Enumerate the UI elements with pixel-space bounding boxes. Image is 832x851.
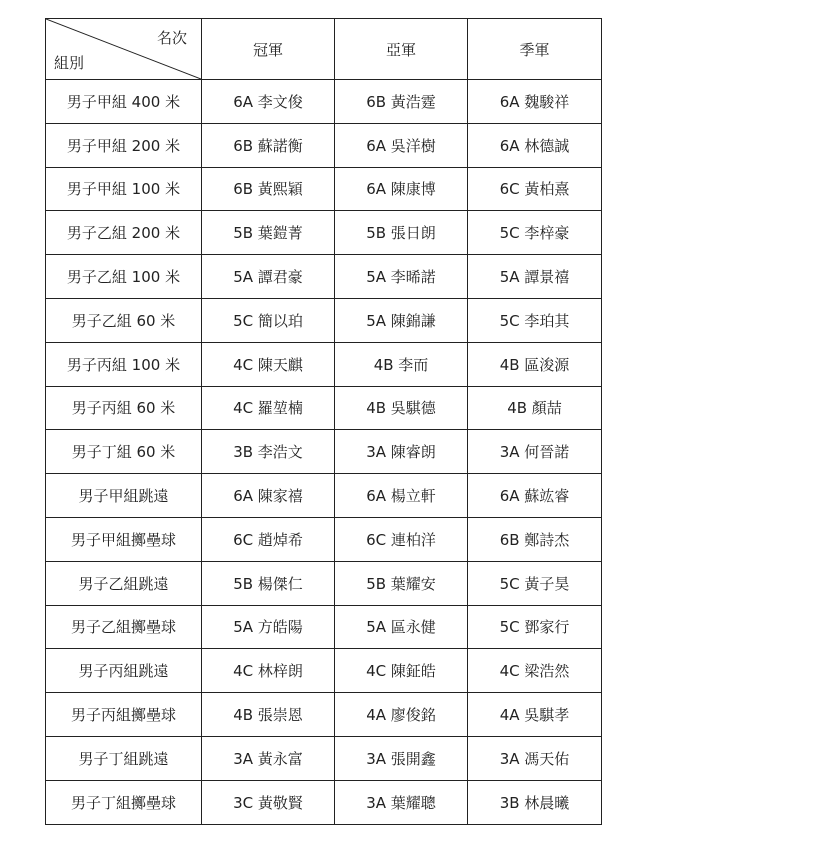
- third-place-cell: 6B 鄭詩杰: [468, 517, 602, 561]
- event-cell: 男子丙組 60 米: [46, 386, 202, 430]
- champion-cell: 3B 李浩文: [202, 430, 335, 474]
- runner-up-cell: 5A 區永健: [335, 605, 468, 649]
- event-cell: 男子乙組擲壘球: [46, 605, 202, 649]
- table-row: [46, 605, 602, 649]
- champion-cell: 5A 譚君豪: [202, 255, 335, 299]
- event-cell: 男子丙組跳遠: [46, 649, 202, 693]
- third-place-cell: 5C 鄧家行: [468, 605, 602, 649]
- results-table: [45, 18, 602, 825]
- runner-up-cell: 6A 陳康博: [335, 167, 468, 211]
- third-place-cell: 6A 魏駿祥: [468, 80, 602, 124]
- third-place-cell: 5C 李梓豪: [468, 211, 602, 255]
- group-corner-label: 組別: [54, 54, 85, 72]
- third-place-cell: 6A 林德誠: [468, 123, 602, 167]
- champion-cell: 3A 黃永富: [202, 736, 335, 780]
- runner-up-cell: 6A 楊立軒: [335, 474, 468, 518]
- table-row: [46, 561, 602, 605]
- runner-up-cell: 5A 陳錦謙: [335, 298, 468, 342]
- champion-cell: 5B 葉鎧菁: [202, 211, 335, 255]
- runner-up-cell: 5B 張日朗: [335, 211, 468, 255]
- runner-up-cell: 3A 張開鑫: [335, 736, 468, 780]
- third-place-cell: 3A 何晉諾: [468, 430, 602, 474]
- event-cell: 男子甲組 100 米: [46, 167, 202, 211]
- event-cell: 男子丁組 60 米: [46, 430, 202, 474]
- runner-up-cell: 4B 李而: [335, 342, 468, 386]
- header-row: [46, 19, 602, 80]
- table-row: [46, 736, 602, 780]
- table-row: [46, 298, 602, 342]
- header-champion: 冠軍: [202, 19, 335, 80]
- third-place-cell: 6C 黃柏熹: [468, 167, 602, 211]
- runner-up-cell: 6A 吳洋樹: [335, 123, 468, 167]
- third-place-cell: 5C 黃子昊: [468, 561, 602, 605]
- header-runner-up: 亞軍: [335, 19, 468, 80]
- champion-cell: 6B 黃熙穎: [202, 167, 335, 211]
- table-row: [46, 649, 602, 693]
- champion-cell: 5C 簡以珀: [202, 298, 335, 342]
- third-place-cell: 3A 馮天佑: [468, 736, 602, 780]
- third-place-cell: 6A 蘇竑睿: [468, 474, 602, 518]
- third-place-cell: 4B 顏喆: [468, 386, 602, 430]
- runner-up-cell: 4B 吳騏德: [335, 386, 468, 430]
- corner-header-cell: [46, 19, 202, 80]
- champion-cell: 4C 羅堃楠: [202, 386, 335, 430]
- runner-up-cell: 5B 葉耀安: [335, 561, 468, 605]
- champion-cell: 3C 黃敬賢: [202, 780, 335, 824]
- third-place-cell: 5C 李珀其: [468, 298, 602, 342]
- champion-cell: 4C 林梓朗: [202, 649, 335, 693]
- table-row: [46, 167, 602, 211]
- champion-cell: 5B 楊傑仁: [202, 561, 335, 605]
- event-cell: 男子丁組擲壘球: [46, 780, 202, 824]
- table-row: [46, 80, 602, 124]
- champion-cell: 5A 方皓陽: [202, 605, 335, 649]
- event-cell: 男子丁組跳遠: [46, 736, 202, 780]
- table-row: [46, 517, 602, 561]
- event-cell: 男子乙組 100 米: [46, 255, 202, 299]
- runner-up-cell: 5A 李晞諾: [335, 255, 468, 299]
- third-place-cell: 4A 吳騏孝: [468, 693, 602, 737]
- table-row: [46, 342, 602, 386]
- table-row: [46, 255, 602, 299]
- event-cell: 男子乙組 200 米: [46, 211, 202, 255]
- runner-up-cell: 6C 連柏洋: [335, 517, 468, 561]
- table-row: [46, 693, 602, 737]
- champion-cell: 4C 陳天麒: [202, 342, 335, 386]
- champion-cell: 6B 蘇諾衡: [202, 123, 335, 167]
- event-cell: 男子丙組擲壘球: [46, 693, 202, 737]
- event-cell: 男子丙組 100 米: [46, 342, 202, 386]
- runner-up-cell: 3A 葉耀聰: [335, 780, 468, 824]
- third-place-cell: 4B 區浚源: [468, 342, 602, 386]
- runner-up-cell: 3A 陳睿朗: [335, 430, 468, 474]
- champion-cell: 4B 張崇恩: [202, 693, 335, 737]
- results-body: [46, 80, 602, 825]
- table-row: [46, 430, 602, 474]
- third-place-cell: 4C 梁浩然: [468, 649, 602, 693]
- champion-cell: 6A 李文俊: [202, 80, 335, 124]
- event-cell: 男子乙組跳遠: [46, 561, 202, 605]
- champion-cell: 6A 陳家禧: [202, 474, 335, 518]
- event-cell: 男子甲組擲壘球: [46, 517, 202, 561]
- runner-up-cell: 4A 廖俊銘: [335, 693, 468, 737]
- event-cell: 男子乙組 60 米: [46, 298, 202, 342]
- third-place-cell: 5A 譚景禧: [468, 255, 602, 299]
- event-cell: 男子甲組跳遠: [46, 474, 202, 518]
- rank-corner-label: 名次: [156, 29, 187, 47]
- header-third-place: 季軍: [468, 19, 602, 80]
- event-cell: 男子甲組 400 米: [46, 80, 202, 124]
- third-place-cell: 3B 林晨曦: [468, 780, 602, 824]
- event-cell: 男子甲組 200 米: [46, 123, 202, 167]
- table-row: [46, 123, 602, 167]
- table-row: [46, 780, 602, 824]
- runner-up-cell: 6B 黃浩霆: [335, 80, 468, 124]
- champion-cell: 6C 趙焯希: [202, 517, 335, 561]
- table-row: [46, 386, 602, 430]
- table-row: [46, 211, 602, 255]
- table-row: [46, 474, 602, 518]
- runner-up-cell: 4C 陳鉦皓: [335, 649, 468, 693]
